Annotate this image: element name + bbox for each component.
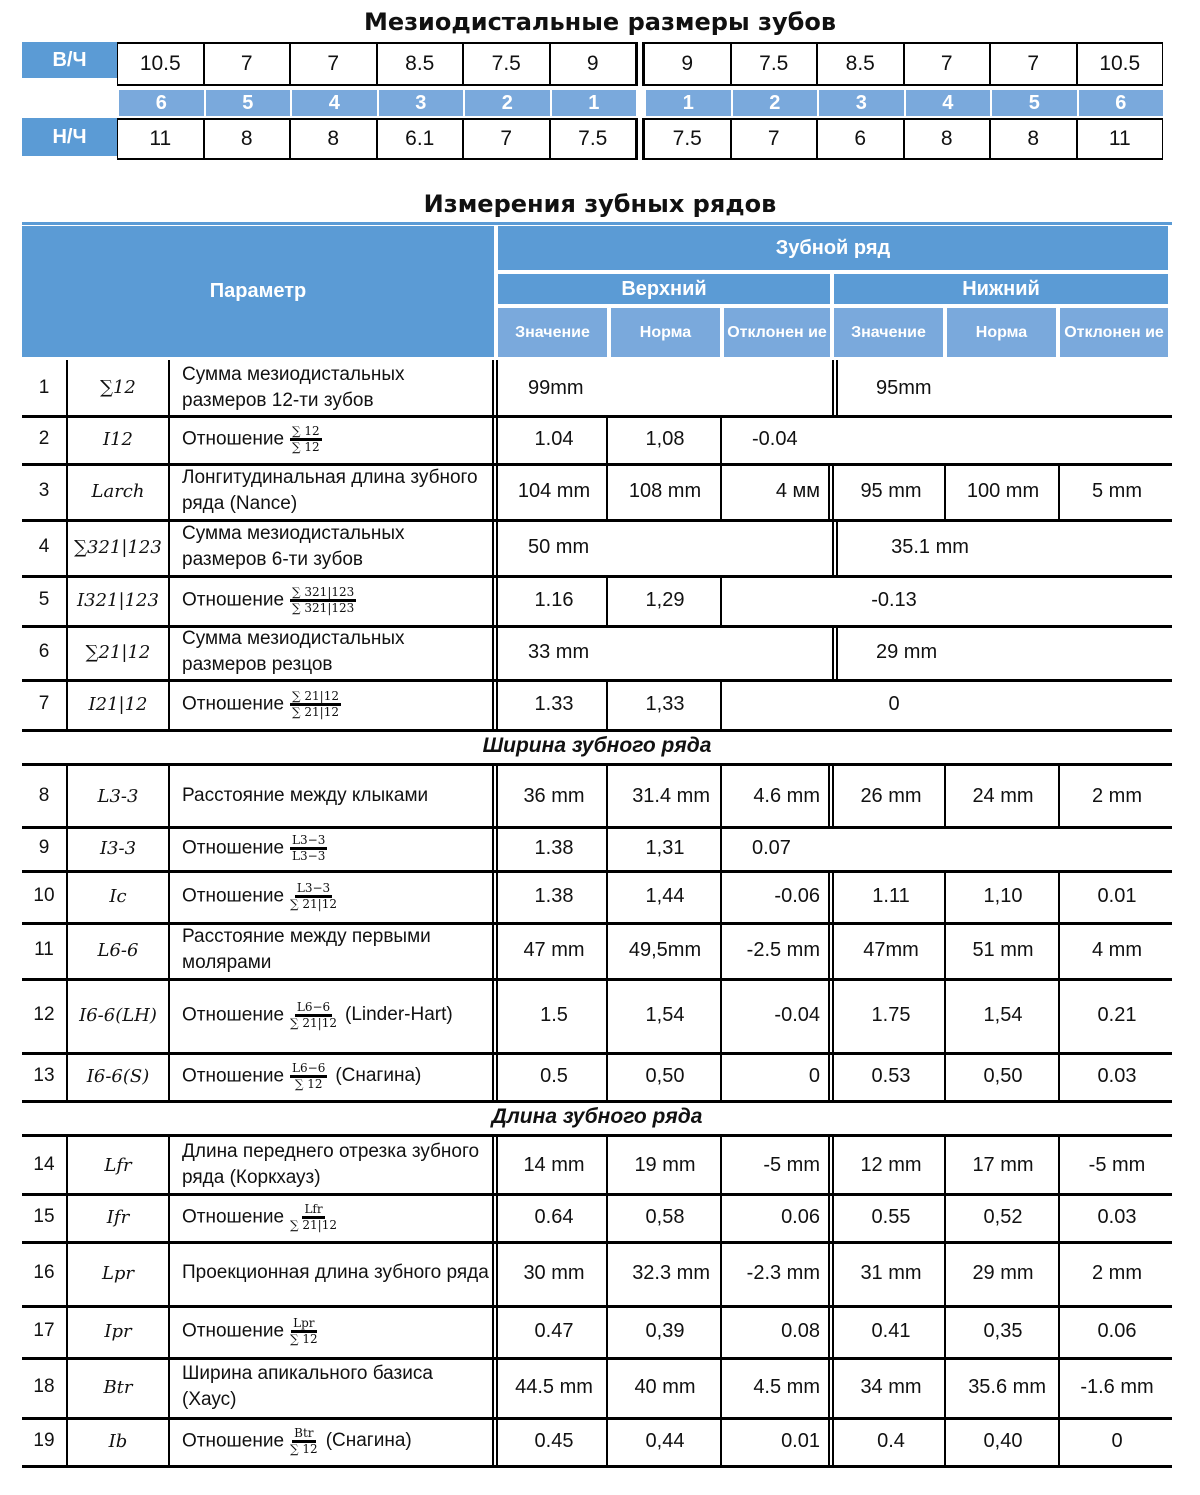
fraction-numerator: L3−3 bbox=[295, 882, 332, 898]
lower-tooth-size: 8 bbox=[204, 118, 291, 160]
description-text: Отношение bbox=[182, 1320, 285, 1342]
table-row bbox=[22, 575, 1172, 628]
parameter-symbol: Ic bbox=[68, 870, 170, 922]
upper-norm: 1,44 bbox=[610, 870, 722, 922]
fraction-denominator: ∑ 21|12 bbox=[292, 704, 339, 719]
upper-value: 33 mm bbox=[502, 625, 838, 679]
lower-norm: 35.6 mm bbox=[948, 1357, 1060, 1417]
fraction-denominator: ∑ 21|12 bbox=[290, 1217, 337, 1232]
lower-value: 35.1 mm bbox=[891, 536, 969, 558]
upper-norm: 1,33 bbox=[610, 679, 722, 729]
parameter-description bbox=[170, 1137, 498, 1193]
parameter-description bbox=[170, 870, 498, 922]
ratio-fraction bbox=[290, 586, 356, 615]
description-text: Отношение bbox=[182, 693, 285, 715]
fraction-numerator: ∑ 21|12 bbox=[290, 690, 341, 706]
description-suffix: (Снагина) bbox=[325, 1430, 412, 1452]
tooth-number: 5 bbox=[990, 90, 1077, 116]
lower-deviation: 4 mm bbox=[1092, 939, 1142, 961]
table-row bbox=[22, 1052, 1172, 1103]
upper-value: 44.5 mm bbox=[502, 1357, 608, 1417]
ratio-fraction bbox=[290, 1427, 318, 1456]
description-text: Отношение bbox=[182, 885, 285, 907]
upper-norm: 0,50 bbox=[610, 1052, 722, 1100]
lower-norm: 1,10 bbox=[948, 870, 1060, 922]
fraction-denominator: ∑ 21|12 bbox=[290, 896, 337, 911]
tooth-number-cells bbox=[117, 90, 1163, 116]
upper-value: 0.47 bbox=[502, 1305, 608, 1357]
tooth-number: 1 bbox=[550, 90, 637, 116]
ratio-fraction bbox=[290, 882, 337, 911]
parameter-description bbox=[170, 575, 498, 625]
parameter-description bbox=[170, 1241, 498, 1305]
row-number: 7 bbox=[22, 679, 68, 729]
lower-value: 1.75 bbox=[838, 978, 946, 1052]
upper-deviation: 4.6 mm bbox=[724, 766, 834, 826]
header-lower-deviation: Отклонен ие bbox=[1060, 308, 1168, 357]
parameter-description bbox=[170, 519, 498, 575]
row-number: 3 bbox=[22, 463, 68, 519]
lower-value: 47mm bbox=[838, 922, 946, 978]
row-number: 8 bbox=[22, 766, 68, 826]
parameter-symbol: ∑21|12 bbox=[68, 625, 170, 679]
description-text: Отношение bbox=[182, 1065, 285, 1087]
fraction-numerator: ∑ 12 bbox=[290, 425, 322, 441]
description-text: Расстояние между первыми молярами bbox=[182, 926, 431, 973]
lower-value: 0.55 bbox=[838, 1193, 946, 1241]
parameter-symbol: I12 bbox=[68, 415, 170, 463]
fraction-denominator: ∑ 12 bbox=[290, 1441, 318, 1456]
upper-value: 0.5 bbox=[502, 1052, 608, 1100]
header-parameter: Параметр bbox=[22, 226, 494, 357]
lower-norm: 100 mm bbox=[948, 463, 1060, 519]
fraction-denominator: ∑ 12 bbox=[290, 1331, 318, 1346]
midline-divider bbox=[636, 90, 644, 116]
row-number: 17 bbox=[22, 1305, 68, 1357]
lower-norm: 29 mm bbox=[948, 1241, 1060, 1305]
row-number: 18 bbox=[22, 1357, 68, 1417]
lower-deviation: 0 bbox=[1111, 1430, 1123, 1452]
upper-tooth-size: 10.5 bbox=[1077, 42, 1164, 86]
parameter-description bbox=[170, 360, 498, 415]
title-mesiodistal: Мезиодистальные размеры зубов bbox=[363, 8, 837, 36]
fraction-denominator: ∑ 12 bbox=[294, 1076, 323, 1091]
ratio-fraction bbox=[290, 1203, 337, 1232]
parameter-symbol: Larch bbox=[68, 463, 170, 519]
parameter-symbol: L3-3 bbox=[68, 766, 170, 826]
description-text: Отношение bbox=[182, 589, 285, 611]
description-text: Проекционная длина зубного ряда bbox=[182, 1262, 489, 1283]
upper-deviation: 0.08 bbox=[724, 1305, 834, 1357]
lower-value: 29 mm bbox=[876, 641, 938, 663]
row-number: 14 bbox=[22, 1137, 68, 1193]
lower-value: 0.4 bbox=[838, 1417, 946, 1465]
upper-deviation: -0.13 bbox=[871, 589, 917, 611]
row-number: 15 bbox=[22, 1193, 68, 1241]
lower-value: 12 mm bbox=[838, 1137, 946, 1193]
upper-value: 14 mm bbox=[502, 1137, 608, 1193]
fraction-denominator: ∑ 12 bbox=[292, 439, 320, 454]
parameter-symbol: ∑12 bbox=[68, 360, 170, 415]
parameter-symbol: Lpr bbox=[68, 1241, 170, 1305]
parameter-description bbox=[170, 625, 498, 679]
description-suffix: (Снагина) bbox=[335, 1065, 422, 1087]
parameter-symbol: Ib bbox=[68, 1417, 170, 1465]
section-width: Ширина зубного ряда bbox=[22, 729, 1172, 766]
upper-deviation: 0.01 bbox=[724, 1417, 834, 1465]
parameter-symbol: I3-3 bbox=[68, 826, 170, 870]
upper-value: 104 mm bbox=[502, 463, 608, 519]
parameter-symbol: I6-6(LH) bbox=[68, 978, 170, 1052]
description-text: Длина переднего отрезка зубного ряда (Коркхауз) bbox=[182, 1141, 480, 1188]
row-number: 19 bbox=[22, 1417, 68, 1465]
upper-deviation: -0.04 bbox=[724, 978, 834, 1052]
midline-divider bbox=[636, 118, 644, 160]
parameter-symbol: I6-6(S) bbox=[68, 1052, 170, 1100]
upper-value: 50 mm bbox=[502, 519, 838, 575]
upper-deviation: 0 bbox=[888, 693, 900, 715]
upper-norm: 1,08 bbox=[610, 415, 722, 463]
upper-norm: 108 mm bbox=[610, 463, 722, 519]
upper-deviation: -0.06 bbox=[724, 870, 834, 922]
ratio-fraction bbox=[290, 425, 322, 454]
parameter-symbol: ∑321|123 bbox=[68, 519, 170, 575]
lower-deviation: 0.01 bbox=[1097, 885, 1137, 907]
table-row bbox=[22, 1357, 1172, 1420]
upper-deviation: -2.5 mm bbox=[724, 922, 834, 978]
parameter-description bbox=[170, 679, 498, 729]
parameter-description bbox=[170, 978, 498, 1052]
table-row bbox=[22, 415, 1172, 466]
row-number: 13 bbox=[22, 1052, 68, 1100]
parameter-description bbox=[170, 415, 498, 463]
ratio-fraction bbox=[290, 834, 327, 863]
description-text: Сумма мезиодистальных размеров 6-ти зубов bbox=[182, 523, 405, 570]
upper-norm: 32.3 mm bbox=[610, 1241, 722, 1305]
tooth-number: 3 bbox=[377, 90, 464, 116]
upper-deviation: 4.5 mm bbox=[724, 1357, 834, 1417]
table-row bbox=[22, 826, 1172, 873]
tooth-number: 6 bbox=[117, 90, 204, 116]
parameter-description bbox=[170, 826, 498, 870]
description-text: Отношение bbox=[182, 428, 285, 450]
upper-value: 1.38 bbox=[502, 826, 608, 870]
lower-value: 1.11 bbox=[838, 870, 946, 922]
header-lower: Нижний bbox=[834, 274, 1168, 304]
parameter-description bbox=[170, 1193, 498, 1241]
lower-tooth-size: 8 bbox=[904, 118, 991, 160]
upper-norm: 0,39 bbox=[610, 1305, 722, 1357]
upper-tooth-size: 7 bbox=[904, 42, 991, 86]
tooth-number: 4 bbox=[904, 90, 991, 116]
description-suffix: (Linder-Hart) bbox=[345, 1004, 453, 1026]
description-text: Отношение bbox=[182, 1004, 285, 1026]
fraction-numerator: ∑ 321|123 bbox=[290, 586, 356, 602]
section-length: Длина зубного ряда bbox=[22, 1100, 1172, 1137]
lower-value: 95 mm bbox=[838, 463, 946, 519]
parameter-symbol: Ifr bbox=[68, 1193, 170, 1241]
upper-value: 1.33 bbox=[502, 679, 608, 729]
fraction-denominator: ∑ 321|123 bbox=[292, 600, 355, 615]
upper-value: 47 mm bbox=[502, 922, 608, 978]
description-text: Ширина апикального базиса (Хаус) bbox=[182, 1363, 433, 1410]
lower-norm: 24 mm bbox=[948, 766, 1060, 826]
lower-norm: 51 mm bbox=[948, 922, 1060, 978]
table-row bbox=[22, 679, 1172, 732]
row-number: 9 bbox=[22, 826, 68, 870]
parameter-symbol: L6-6 bbox=[68, 922, 170, 978]
header-dental-row: Зубной ряд bbox=[498, 226, 1168, 270]
parameter-symbol: Ipr bbox=[68, 1305, 170, 1357]
upper-tooth-size: 10.5 bbox=[117, 42, 204, 86]
parameter-symbol: Btr bbox=[68, 1357, 170, 1417]
title-measurements: Измерения зубных рядов bbox=[423, 190, 777, 218]
row-number: 12 bbox=[22, 978, 68, 1052]
table-row bbox=[22, 870, 1172, 925]
fraction-numerator: Lfr bbox=[302, 1203, 324, 1219]
tooth-number: 2 bbox=[463, 90, 550, 116]
upper-deviation: 0 bbox=[724, 1052, 834, 1100]
lower-tooth-size: 8 bbox=[290, 118, 377, 160]
parameter-symbol: I21|12 bbox=[68, 679, 170, 729]
parameter-description bbox=[170, 463, 498, 519]
lower-value: 95mm bbox=[876, 376, 932, 399]
header-upper-deviation: Отклонен ие bbox=[724, 308, 830, 357]
lower-tooth-size: 6 bbox=[817, 118, 904, 160]
lower-deviation: 0.03 bbox=[1097, 1206, 1137, 1228]
table-row bbox=[22, 1193, 1172, 1244]
lower-deviation: 2 mm bbox=[1092, 785, 1142, 807]
table-row bbox=[22, 1241, 1172, 1308]
lower-norm: 1,54 bbox=[948, 978, 1060, 1052]
lower-norm: 0,40 bbox=[948, 1417, 1060, 1465]
lower-jaw-cells bbox=[117, 118, 1163, 160]
upper-norm: 49,5mm bbox=[610, 922, 722, 978]
header-upper-norm: Норма bbox=[611, 308, 720, 357]
upper-tooth-size: 8.5 bbox=[377, 42, 464, 86]
description-text: Отношение bbox=[182, 1206, 285, 1228]
lower-jaw-label: Н/Ч bbox=[22, 118, 117, 156]
lower-deviation: -1.6 mm bbox=[1080, 1376, 1154, 1398]
lower-jaw-row bbox=[22, 118, 1172, 160]
fraction-numerator: L6−6 bbox=[295, 1001, 332, 1017]
lower-tooth-size: 6.1 bbox=[377, 118, 464, 160]
fraction-denominator: L3−3 bbox=[292, 848, 326, 863]
upper-deviation: 4 мм bbox=[724, 463, 834, 519]
description-text: Отношение bbox=[182, 1430, 285, 1452]
lower-tooth-size: 11 bbox=[117, 118, 204, 160]
tooth-number: 6 bbox=[1077, 90, 1164, 116]
parameter-description bbox=[170, 766, 498, 826]
header-upper: Верхний bbox=[498, 274, 830, 304]
upper-norm: 31.4 mm bbox=[610, 766, 722, 826]
header-upper-value: Значение bbox=[498, 308, 607, 357]
fraction-numerator: Lpr bbox=[291, 1317, 316, 1333]
lower-norm: 0,50 bbox=[948, 1052, 1060, 1100]
row-number: 11 bbox=[22, 922, 68, 978]
upper-value: 0.64 bbox=[502, 1193, 608, 1241]
tooth-number: 1 bbox=[644, 90, 731, 116]
upper-tooth-size: 7 bbox=[290, 42, 377, 86]
upper-value: 1.16 bbox=[502, 575, 608, 625]
lower-norm: 0,52 bbox=[948, 1193, 1060, 1241]
tooth-number: 3 bbox=[817, 90, 904, 116]
table-row bbox=[22, 463, 1172, 522]
upper-norm: 40 mm bbox=[610, 1357, 722, 1417]
row-number: 5 bbox=[22, 575, 68, 625]
fraction-numerator: L6−6 bbox=[290, 1062, 327, 1078]
upper-value: 99mm bbox=[502, 360, 838, 415]
table-row bbox=[22, 360, 1172, 418]
tooth-number: 2 bbox=[731, 90, 818, 116]
ratio-fraction bbox=[290, 690, 341, 719]
upper-norm: 0,58 bbox=[610, 1193, 722, 1241]
upper-value: 1.5 bbox=[502, 978, 608, 1052]
upper-jaw-row bbox=[22, 42, 1172, 86]
table-row bbox=[22, 519, 1172, 578]
ratio-fraction bbox=[290, 1317, 318, 1346]
upper-jaw-cells bbox=[117, 42, 1163, 86]
upper-value: 36 mm bbox=[502, 766, 608, 826]
upper-tooth-size: 7.5 bbox=[463, 42, 550, 86]
lower-value: 0.41 bbox=[838, 1305, 946, 1357]
upper-tooth-size: 8.5 bbox=[817, 42, 904, 86]
parameter-description bbox=[170, 1357, 498, 1417]
tooth-number-row bbox=[22, 90, 1172, 116]
parameter-symbol: Lfr bbox=[68, 1137, 170, 1193]
upper-norm: 1,29 bbox=[610, 575, 722, 625]
row-number: 10 bbox=[22, 870, 68, 922]
lower-value: 34 mm bbox=[838, 1357, 946, 1417]
parameter-symbol: I321|123 bbox=[68, 575, 170, 625]
row-number: 4 bbox=[22, 519, 68, 575]
lower-value: 31 mm bbox=[838, 1241, 946, 1305]
lower-tooth-size: 7.5 bbox=[550, 118, 637, 160]
description-text: Лонгитудинальная длина зубного ряда (Nance) bbox=[182, 467, 478, 514]
upper-norm: 19 mm bbox=[610, 1137, 722, 1193]
tooth-number: 5 bbox=[204, 90, 291, 116]
row-number: 16 bbox=[22, 1241, 68, 1305]
parameter-description bbox=[170, 922, 498, 978]
row-number: 6 bbox=[22, 625, 68, 679]
table-row bbox=[22, 1417, 1172, 1468]
lower-norm: 17 mm bbox=[948, 1137, 1060, 1193]
lower-tooth-size: 11 bbox=[1077, 118, 1164, 160]
lower-tooth-size: 7.5 bbox=[644, 118, 731, 160]
row-number: 2 bbox=[22, 415, 68, 463]
upper-tooth-size: 9 bbox=[644, 42, 731, 86]
ratio-fraction bbox=[290, 1062, 327, 1091]
midline-divider bbox=[636, 42, 644, 86]
upper-value: 30 mm bbox=[502, 1241, 608, 1305]
table-row bbox=[22, 625, 1172, 682]
lower-value: 26 mm bbox=[838, 766, 946, 826]
upper-tooth-size: 7 bbox=[204, 42, 291, 86]
description-text: Сумма мезиодистальных размеров резцов bbox=[182, 628, 405, 675]
upper-tooth-size: 9 bbox=[550, 42, 637, 86]
lower-tooth-size: 7 bbox=[463, 118, 550, 160]
upper-value: 1.38 bbox=[502, 870, 608, 922]
lower-value: 0.53 bbox=[838, 1052, 946, 1100]
tooth-number: 4 bbox=[290, 90, 377, 116]
lower-tooth-size: 8 bbox=[990, 118, 1077, 160]
parameter-description bbox=[170, 1417, 498, 1465]
upper-deviation: -0.04 bbox=[752, 428, 798, 450]
upper-value: 1.04 bbox=[502, 415, 608, 463]
lower-deviation: 0.21 bbox=[1097, 1004, 1137, 1026]
ratio-fraction bbox=[290, 1001, 337, 1030]
table-row bbox=[22, 766, 1172, 829]
lower-deviation: 2 mm bbox=[1092, 1262, 1142, 1284]
table-row bbox=[22, 1137, 1172, 1196]
fraction-numerator: Btr bbox=[292, 1427, 315, 1443]
row-number: 1 bbox=[22, 360, 68, 415]
lower-deviation: -5 mm bbox=[1088, 1154, 1146, 1176]
upper-jaw-label: В/Ч bbox=[22, 42, 117, 78]
header-lower-value: Значение bbox=[834, 308, 943, 357]
upper-deviation: 0.06 bbox=[724, 1193, 834, 1241]
description-text: Сумма мезиодистальных размеров 12-ти зубов bbox=[182, 363, 405, 411]
upper-value: 0.45 bbox=[502, 1417, 608, 1465]
upper-tooth-size: 7.5 bbox=[731, 42, 818, 86]
upper-norm: 1,31 bbox=[610, 826, 722, 870]
lower-norm: 0,35 bbox=[948, 1305, 1060, 1357]
table-row bbox=[22, 978, 1172, 1055]
description-text: Расстояние между клыками bbox=[182, 785, 429, 806]
header-lower-norm: Норма bbox=[947, 308, 1056, 357]
parameter-description bbox=[170, 1052, 498, 1100]
upper-tooth-size: 7 bbox=[990, 42, 1077, 86]
lower-tooth-size: 7 bbox=[731, 118, 818, 160]
lower-deviation: 5 mm bbox=[1092, 480, 1142, 502]
upper-deviation: -5 mm bbox=[724, 1137, 834, 1193]
lower-deviation: 0.06 bbox=[1097, 1320, 1137, 1342]
lower-deviation: 0.03 bbox=[1097, 1065, 1137, 1087]
table-row bbox=[22, 922, 1172, 981]
fraction-numerator: L3−3 bbox=[290, 834, 327, 850]
table-row bbox=[22, 1305, 1172, 1360]
upper-norm: 0,44 bbox=[610, 1417, 722, 1465]
upper-norm: 1,54 bbox=[610, 978, 722, 1052]
parameter-description bbox=[170, 1305, 498, 1357]
description-text: Отношение bbox=[182, 837, 285, 859]
upper-deviation: -2.3 mm bbox=[724, 1241, 834, 1305]
fraction-denominator: ∑ 21|12 bbox=[290, 1015, 337, 1030]
upper-deviation: 0.07 bbox=[752, 837, 791, 859]
